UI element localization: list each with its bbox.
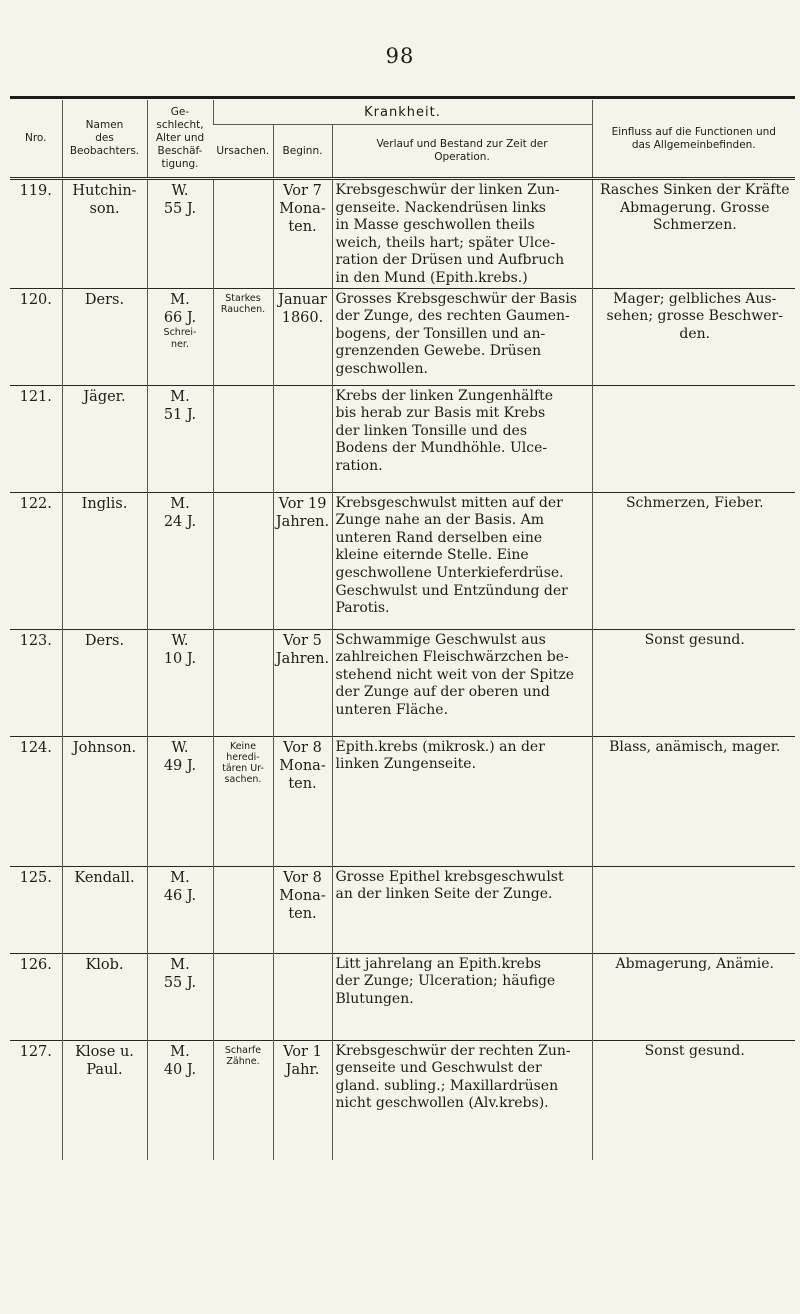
onset: Vor 19 Jahren. — [273, 492, 332, 629]
course-description: Schwammige Geschwulst aus zahlreichen Fleischwärzchen be- stehend nicht weit von der Spitze der Zunge auf der oberen und unteren Fläche. — [332, 629, 592, 736]
onset — [273, 385, 332, 492]
general-effect — [592, 385, 795, 492]
observer-name: Ders. — [62, 288, 147, 385]
cause — [213, 629, 273, 736]
header-beginn: Beginn. — [273, 125, 332, 179]
sex-age: M. 40 J. — [147, 1040, 213, 1160]
occupation: ner. — [171, 338, 189, 350]
sex-age: W. 10 J. — [147, 629, 213, 736]
cause — [213, 866, 273, 953]
cause: Starkes Rauchen. — [213, 288, 273, 385]
case-number: 123. — [10, 629, 62, 736]
observer-name: Johnson. — [62, 736, 147, 866]
onset: Vor 5 Jahren. — [273, 629, 332, 736]
observer-name: Hutchin- son. — [62, 179, 147, 289]
sex-age: M. 24 J. — [147, 492, 213, 629]
case-number: 121. — [10, 385, 62, 492]
cause — [213, 953, 273, 1040]
cause — [213, 179, 273, 289]
general-effect: Sonst gesund. — [592, 629, 795, 736]
general-effect — [592, 866, 795, 953]
case-number: 120. — [10, 288, 62, 385]
case-number: 119. — [10, 179, 62, 289]
table-row — [10, 953, 795, 1040]
sex-age: M. 55 J. — [147, 953, 213, 1040]
cause: Keine heredi- tären Ur- sachen. — [213, 736, 273, 866]
table-row — [10, 492, 795, 629]
sex-age: M. 66 J. Schrei- ner. — [147, 288, 213, 385]
observer-name: Inglis. — [62, 492, 147, 629]
sex-age: M. 46 J. — [147, 866, 213, 953]
case-number: 126. — [10, 953, 62, 1040]
general-effect: Blass, anämisch, mager. — [592, 736, 795, 866]
observer-name: Klob. — [62, 953, 147, 1040]
general-effect: Abmagerung, Anämie. — [592, 953, 795, 1040]
header-sex-age: Ge- schlecht, Alter und Beschäf- tigung. — [147, 100, 213, 179]
header-verlauf: Verlauf und Bestand zur Zeit der Operation. — [332, 125, 592, 179]
observer-name: Jäger. — [62, 385, 147, 492]
table-row — [10, 866, 795, 953]
course-description: Krebsgeschwulst mitten auf der Zunge nahe an der Basis. Am unteren Rand derselben eine kleine eiternde Stelle. Eine geschwollene Unterkieferdrüse. Geschwulst und Entzündung der Parotis. — [332, 492, 592, 629]
cause — [213, 492, 273, 629]
table-row — [10, 288, 795, 385]
course-description: Litt jahrelang an Epith.krebs der Zunge; Ulceration; häufige Blutungen. — [332, 953, 592, 1040]
header-krankheit: Krankheit. — [213, 100, 592, 125]
case-number: 124. — [10, 736, 62, 866]
cause — [213, 385, 273, 492]
general-effect: Sonst gesund. — [592, 1040, 795, 1160]
sex-age: W. 55 J. — [147, 179, 213, 289]
course-description: Krebsgeschwür der linken Zun- genseite. Nackendrüsen links in Masse geschwollen theils weich, theils hart; später Ulce- ration der Drüsen und Aufbruch in den Mund (Epith.krebs.) — [332, 179, 592, 289]
course-description: Grosse Epithel krebsgeschwulst an der linken Seite der Zunge. — [332, 866, 592, 953]
case-table — [10, 100, 795, 1160]
onset: Januar 1860. — [273, 288, 332, 385]
onset: Vor 8 Mona- ten. — [273, 866, 332, 953]
general-effect: Rasches Sinken der Kräfte Abmagerung. Grosse Schmerzen. — [592, 179, 795, 289]
table-row — [10, 629, 795, 736]
onset: Vor 1 Jahr. — [273, 1040, 332, 1160]
case-number: 127. — [10, 1040, 62, 1160]
header-ursachen: Ursachen. — [213, 125, 273, 179]
course-description: Epith.krebs (mikrosk.) an der linken Zungenseite. — [332, 736, 592, 866]
sex-age: M. 51 J. — [147, 385, 213, 492]
occupation: Schrei- — [163, 326, 197, 338]
course-description: Krebs der linken Zungenhälfte bis herab zur Basis mit Krebs der linken Tonsille und des Bodens der Mundhöhle. Ulce- ration. — [332, 385, 592, 492]
case-number: 125. — [10, 866, 62, 953]
observer-name: Klose u. Paul. — [62, 1040, 147, 1160]
general-effect: Schmerzen, Fieber. — [592, 492, 795, 629]
table-row — [10, 179, 795, 289]
table-row — [10, 1040, 795, 1160]
onset: Vor 7 Mona- ten. — [273, 179, 332, 289]
case-number: 122. — [10, 492, 62, 629]
sex-age: W. 49 J. — [147, 736, 213, 866]
cause: Scharfe Zähne. — [213, 1040, 273, 1160]
page-number: 98 — [385, 44, 415, 68]
header-nro: Nro. — [24, 132, 47, 144]
header-name: Namen des Beobachters. — [62, 100, 147, 179]
course-description: Grosses Krebsgeschwür der Basis der Zunge, des rechten Gaumen- bogens, der Tonsillen und an- grenzenden Gewebe. Drüsen geschwollen. — [332, 288, 592, 385]
course-description: Krebsgeschwür der rechten Zun- genseite und Geschwulst der gland. subling.; Maxillardrüsen nicht geschwollen (Alv.krebs). — [332, 1040, 592, 1160]
table-row — [10, 385, 795, 492]
onset: Vor 8 Mona- ten. — [273, 736, 332, 866]
top-rule — [10, 96, 795, 99]
header-einfluss: Einfluss auf die Functionen und das Allgemeinbefinden. — [592, 100, 795, 179]
general-effect: Mager; gelbliches Aus- sehen; grosse Beschwer- den. — [592, 288, 795, 385]
observer-name: Kendall. — [62, 866, 147, 953]
onset — [273, 953, 332, 1040]
table-row — [10, 736, 795, 866]
observer-name: Ders. — [62, 629, 147, 736]
